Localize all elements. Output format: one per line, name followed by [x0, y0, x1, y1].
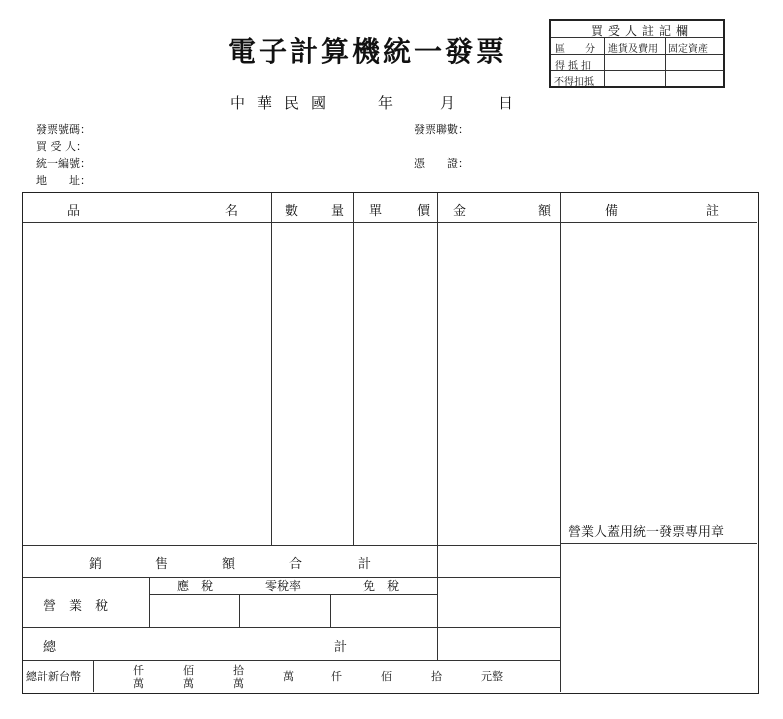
date-month: 月	[440, 94, 456, 112]
sales-char-3: 額	[222, 557, 236, 572]
notes-row-nondeductible: 不得扣抵	[554, 77, 594, 88]
header-qty-1: 數	[285, 204, 299, 219]
invoice-title: 電子計算機統一發票	[228, 35, 508, 68]
header-qty-2: 量	[331, 204, 345, 219]
unit-100k-a: 拾	[233, 664, 244, 677]
tax-zero-rate: 零稅率	[265, 579, 302, 593]
unit-1m-b: 萬	[183, 677, 194, 690]
header-item: 品	[67, 204, 81, 219]
grand-total-char-1: 總	[43, 640, 57, 655]
tax-exempt: 免 稅	[363, 579, 400, 593]
notes-col-fixed-assets: 固定資產	[668, 44, 708, 55]
notes-col-expense: 進貨及費用	[608, 44, 658, 55]
notes-row-deductible: 得抵扣	[555, 61, 594, 72]
field-voucher: 憑 證：	[414, 157, 469, 170]
unit-10m-a: 仟	[133, 664, 144, 677]
invoice-table	[22, 192, 759, 694]
business-tax-label: 營 業 稅	[43, 599, 109, 614]
unit-10: 拾	[431, 670, 442, 683]
unit-1m-a: 佰	[183, 664, 194, 677]
header-note-2: 註	[706, 204, 720, 219]
header-amount-2: 額	[538, 204, 552, 219]
buyer-notes-box	[549, 19, 725, 88]
unit-10m-b: 萬	[133, 677, 144, 690]
grand-total-char-2: 計	[334, 640, 348, 655]
header-price-2: 價	[417, 204, 431, 219]
header-name: 名	[225, 204, 239, 219]
sales-char-5: 計	[358, 557, 372, 572]
tax-taxable: 應 稅	[177, 579, 214, 593]
notes-category-label: 區 分	[555, 44, 595, 55]
amount-words-label: 總計新台幣	[26, 670, 81, 683]
header-note-1: 備	[605, 204, 619, 219]
field-buyer: 買 受 人：	[36, 140, 87, 153]
field-copies: 發票聯數：	[414, 123, 469, 136]
field-tax-id: 統一編號：	[36, 157, 91, 170]
notes-box-title: 買受人註記欄	[591, 24, 694, 38]
stamp-label: 營業人蓋用統一發票專用章	[568, 525, 725, 540]
header-amount-1: 金	[453, 204, 467, 219]
date-country: 中華民國	[230, 94, 339, 112]
sales-char-4: 合	[289, 557, 303, 572]
date-year: 年	[378, 94, 394, 112]
unit-10k: 萬	[283, 670, 294, 683]
unit-1k: 仟	[331, 670, 342, 683]
date-day: 日	[498, 94, 514, 112]
field-address: 地 址：	[36, 174, 91, 187]
sales-char-2: 售	[155, 557, 169, 572]
field-invoice-no: 發票號碼：	[36, 123, 91, 136]
unit-100: 佰	[381, 670, 392, 683]
unit-yuan: 元整	[481, 670, 503, 683]
sales-char-1: 銷	[89, 557, 103, 572]
unit-100k-b: 萬	[233, 677, 244, 690]
header-price-1: 單	[369, 204, 383, 219]
